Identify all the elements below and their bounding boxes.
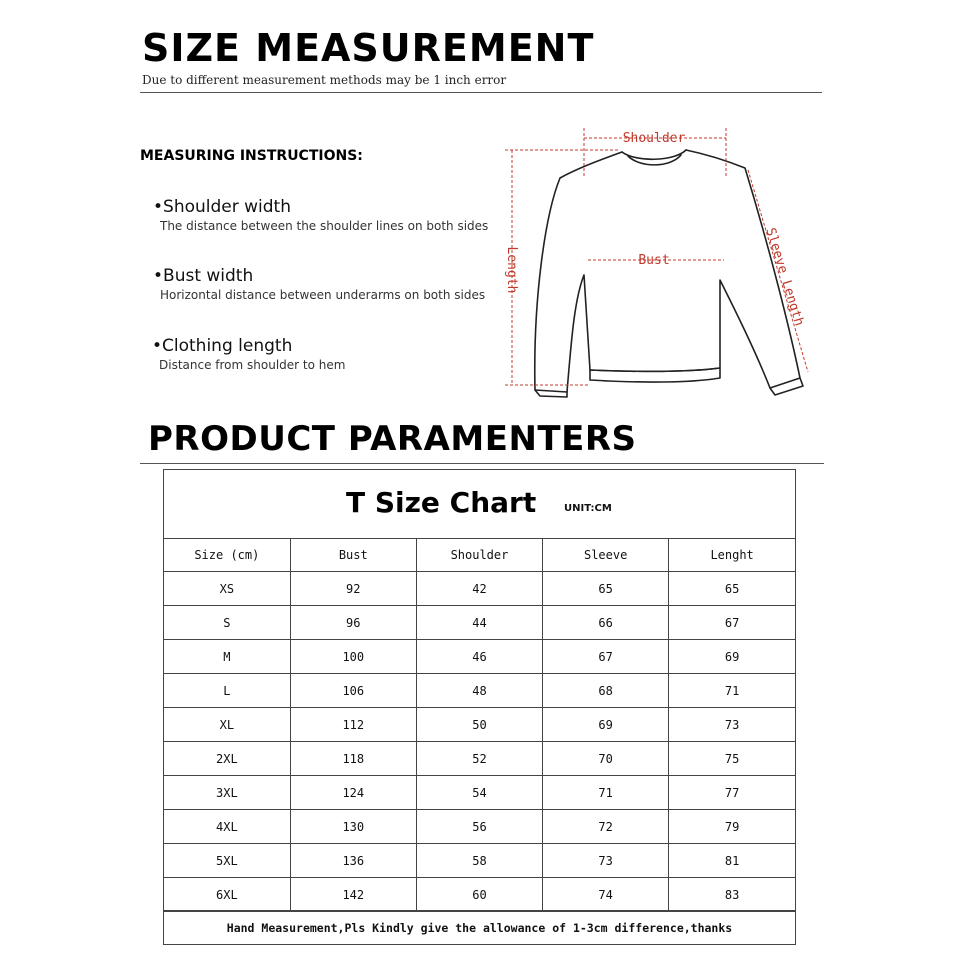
measurement-cell: 118 xyxy=(290,742,416,776)
measurement-cell: 69 xyxy=(669,640,795,674)
column-header: Shoulder xyxy=(416,538,542,572)
measurement-cell: 96 xyxy=(290,606,416,640)
measurement-cell: 130 xyxy=(290,810,416,844)
size-cell: XL xyxy=(164,708,290,742)
shirt-outline-icon xyxy=(535,150,803,397)
measurement-cell: 65 xyxy=(669,572,795,606)
measurement-cell: 71 xyxy=(543,776,669,810)
table-header-row xyxy=(164,538,795,572)
measurement-cell: 75 xyxy=(669,742,795,776)
table-row xyxy=(164,606,795,640)
measurement-cell: 72 xyxy=(543,810,669,844)
measurement-cell: 50 xyxy=(416,708,542,742)
measurement-cell: 73 xyxy=(543,844,669,878)
measurement-disclaimer: Due to different measurement methods may be 1 inch error xyxy=(142,73,507,87)
measurement-cell: 77 xyxy=(669,776,795,810)
measurement-cell: 81 xyxy=(669,844,795,878)
measurement-cell: 70 xyxy=(543,742,669,776)
instruction-description: Horizontal distance between underarms on both sides xyxy=(160,288,486,302)
size-cell: 5XL xyxy=(164,844,290,878)
size-chart-unit: UNIT:CM xyxy=(564,503,612,514)
table-row xyxy=(164,674,795,708)
size-cell: 4XL xyxy=(164,810,290,844)
size-cell: 3XL xyxy=(164,776,290,810)
size-chart-footnote: Hand Measurement,Pls Kindly give the allowance of 1-3cm difference,thanks xyxy=(164,910,795,944)
measurement-cell: 58 xyxy=(416,844,542,878)
measurement-cell: 73 xyxy=(669,708,795,742)
measurement-cell: 69 xyxy=(543,708,669,742)
table-row xyxy=(164,640,795,674)
measurement-cell: 46 xyxy=(416,640,542,674)
measurement-cell: 65 xyxy=(543,572,669,606)
instruction-title: •Bust width xyxy=(153,266,254,286)
size-cell: M xyxy=(164,640,290,674)
measurement-cell: 100 xyxy=(290,640,416,674)
measurement-cell: 66 xyxy=(543,606,669,640)
size-table xyxy=(164,538,795,912)
measurement-cell: 67 xyxy=(669,606,795,640)
sleeve-length-label: Sleeve Length xyxy=(762,226,807,328)
size-cell: L xyxy=(164,674,290,708)
column-header: Size (cm) xyxy=(164,538,290,572)
section-divider xyxy=(140,463,824,464)
instruction-title: •Shoulder width xyxy=(153,197,291,217)
instruction-description: The distance between the shoulder lines on both sides xyxy=(160,219,489,233)
table-row xyxy=(164,742,795,776)
instruction-bust xyxy=(153,266,485,302)
title-divider xyxy=(140,92,822,93)
measurement-cell: 68 xyxy=(543,674,669,708)
measurement-cell: 56 xyxy=(416,810,542,844)
table-row xyxy=(164,572,795,606)
table-row xyxy=(164,878,795,912)
table-row xyxy=(164,708,795,742)
measurement-cell: 42 xyxy=(416,572,542,606)
measurement-cell: 52 xyxy=(416,742,542,776)
measurement-cell: 74 xyxy=(543,878,669,912)
size-chart-header xyxy=(164,470,795,539)
measurement-cell: 142 xyxy=(290,878,416,912)
size-cell: S xyxy=(164,606,290,640)
measurement-cell: 92 xyxy=(290,572,416,606)
measurement-cell: 60 xyxy=(416,878,542,912)
bust-label: Bust xyxy=(638,253,670,268)
table-row xyxy=(164,810,795,844)
instruction-description: Distance from shoulder to hem xyxy=(159,358,346,372)
shoulder-label: Shoulder xyxy=(622,131,686,146)
column-header: Lenght xyxy=(669,538,795,572)
measurement-cell: 106 xyxy=(290,674,416,708)
measurement-cell: 112 xyxy=(290,708,416,742)
size-cell: 6XL xyxy=(164,878,290,912)
instructions-heading: MEASURING INSTRUCTIONS: xyxy=(140,148,363,164)
instruction-shoulder xyxy=(153,197,488,233)
measurement-cell: 136 xyxy=(290,844,416,878)
product-parameters-heading: PRODUCT PARAMENTERS xyxy=(148,419,637,459)
measurement-cell: 124 xyxy=(290,776,416,810)
measurement-cell: 44 xyxy=(416,606,542,640)
measurement-cell: 54 xyxy=(416,776,542,810)
size-chart xyxy=(163,469,796,945)
length-label: Length xyxy=(504,246,519,294)
measurement-cell: 83 xyxy=(669,878,795,912)
table-row xyxy=(164,844,795,878)
page-title: SIZE MEASUREMENT xyxy=(142,26,595,70)
size-cell: XS xyxy=(164,572,290,606)
instruction-length xyxy=(152,336,345,372)
measurement-cell: 71 xyxy=(669,674,795,708)
column-header: Sleeve xyxy=(543,538,669,572)
instruction-title: •Clothing length xyxy=(152,336,293,356)
size-cell: 2XL xyxy=(164,742,290,776)
column-header: Bust xyxy=(290,538,416,572)
table-row xyxy=(164,776,795,810)
measurement-cell: 48 xyxy=(416,674,542,708)
measurement-cell: 67 xyxy=(543,640,669,674)
size-chart-title: T Size Chart xyxy=(346,486,537,519)
shirt-measurement-diagram xyxy=(496,120,826,405)
measurement-cell: 79 xyxy=(669,810,795,844)
